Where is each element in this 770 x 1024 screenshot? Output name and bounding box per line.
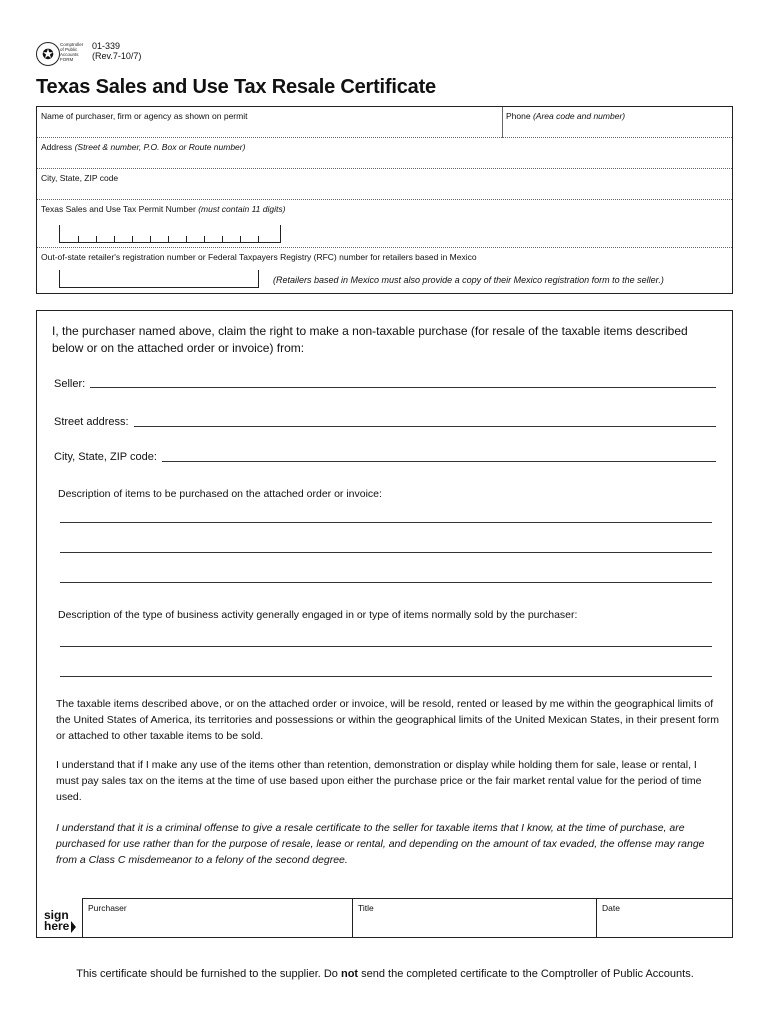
street-address-label: Street address:: [54, 416, 129, 428]
items-description-line-1[interactable]: [60, 522, 712, 523]
purchaser-info-box: [36, 106, 733, 294]
city-state-zip-label: City, State, ZIP code: [41, 173, 119, 183]
digit-tick: [78, 236, 79, 242]
digit-tick: [204, 236, 205, 242]
permit-label: Texas Sales and Use Tax Permit Number: [41, 204, 196, 214]
permit-hint: (must contain 11 digits): [198, 204, 286, 214]
address-field[interactable]: [37, 138, 732, 169]
title-label: Title: [358, 903, 374, 913]
here-word: here: [44, 919, 70, 934]
seller-input[interactable]: [90, 387, 716, 388]
use-tax-statement: I understand that if I make any use of the items other than retention, demonstration or display while holding them for sale, lease or rental, I must pay sales tax on the items at the time of use based upon either the purchase price or the fair market rental value for the period of time used.: [56, 759, 702, 803]
address-label: Address: [41, 142, 73, 152]
agency-name: Comptroller of Public Accounts FORM: [60, 42, 84, 62]
footer-note: [0, 968, 770, 980]
mexico-note: (Retailers based in Mexico must also provide a copy of their Mexico registration form to the seller.): [273, 275, 664, 285]
form-number: 01-339: [92, 41, 121, 51]
purchaser-name-label: Name of purchaser, firm or agency as shown on permit: [41, 111, 248, 121]
resale-statement: The taxable items described above, or on the attached order or invoice, will be resold, rented or leased by me within the geographical limits of the United States of America, its territories and possessions or within the geographical limits of the United Mexican States, in their present form or attached to other taxable items to be sold.: [56, 698, 719, 742]
footer-text-2: send the completed certificate to the Comptroller of Public Accounts.: [358, 968, 694, 980]
items-description-line-3[interactable]: [60, 582, 712, 583]
seller-city-input[interactable]: [162, 461, 716, 462]
form-revision: (Rev.7-10/7): [92, 51, 142, 61]
page-title: Texas Sales and Use Tax Resale Certificate: [36, 76, 436, 98]
phone-field[interactable]: [506, 111, 625, 121]
permit-number-input[interactable]: [59, 225, 281, 243]
phone-label: Phone: [506, 111, 531, 121]
street-address-input[interactable]: [134, 426, 716, 427]
permit-label-wrap: [41, 204, 285, 214]
business-description-label: Description of the type of business activity generally engaged in or type of items normally sold by the purchaser:: [58, 609, 578, 621]
digit-tick: [258, 236, 259, 242]
business-description-line-2[interactable]: [60, 676, 712, 677]
here-wrap: [44, 921, 76, 933]
city-state-zip-field[interactable]: [37, 169, 732, 200]
title-field[interactable]: [353, 899, 595, 937]
seller-city-label: City, State, ZIP code:: [54, 451, 157, 463]
date-label: Date: [602, 903, 620, 913]
out-of-state-label: Out-of-state retailer's registration number or Federal Taxpayers Registry (RFC) number for retailers based in Mexico: [41, 252, 477, 262]
out-of-state-number-input[interactable]: [59, 270, 259, 288]
digit-tick: [186, 236, 187, 242]
purchaser-signature-label: Purchaser: [88, 903, 127, 913]
digit-tick: [222, 236, 223, 242]
digit-tick: [114, 236, 115, 242]
sign-word: sign: [44, 908, 69, 922]
claim-statement: I, the purchaser named above, claim the right to make a non-taxable purchase (for resale of the taxable items described below or on the attached order or invoice) from:: [52, 324, 688, 355]
business-description-line-1[interactable]: [60, 646, 712, 647]
criminal-offense-warning: I understand that it is a criminal offense to give a resale certificate to the seller for taxable items that I know, at the time of purchase, are purchased for use rather than for the purpose of resale, lease or rental, and depending on the amount of tax evaded, the offense may range from a Class C misdemeanor to a felony of the second degree.: [56, 822, 705, 866]
items-description-line-2[interactable]: [60, 552, 712, 553]
digit-tick: [240, 236, 241, 242]
items-description-label: Description of items to be purchased on the attached order or invoice:: [58, 488, 382, 500]
digit-tick: [96, 236, 97, 242]
texas-seal-icon: ✪: [36, 42, 60, 66]
arrow-right-icon: [71, 921, 76, 933]
digit-tick: [168, 236, 169, 242]
seller-label: Seller:: [54, 378, 86, 390]
footer-text-1: This certificate should be furnished to the supplier. Do: [76, 968, 341, 980]
phone-hint: (Area code and number): [532, 111, 626, 121]
address-label-wrap: [41, 142, 245, 152]
purchaser-name-field[interactable]: [37, 107, 732, 138]
form-number-block: [92, 41, 141, 61]
digit-tick: [150, 236, 151, 242]
digit-tick: [132, 236, 133, 242]
phone-divider: [502, 107, 503, 138]
sign-here-marker: [44, 910, 76, 933]
address-hint: (Street & number, P.O. Box or Route number): [74, 142, 246, 152]
footer-text-bold: not: [340, 968, 359, 980]
